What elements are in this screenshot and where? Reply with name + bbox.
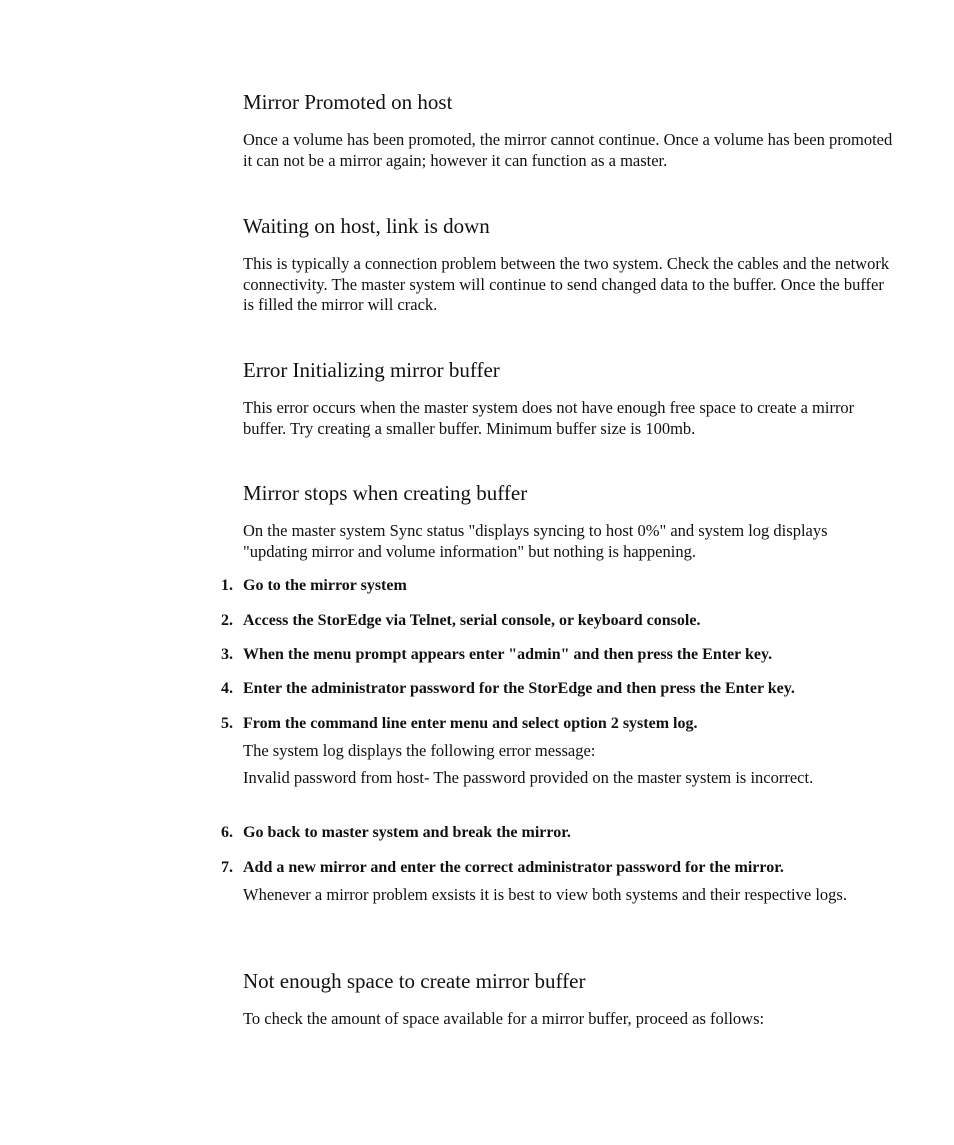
- step-text: Enter the administrator password for the StorEdge and then press the Enter key.: [243, 680, 795, 697]
- step-text: From the command line enter menu and select option 2 system log.: [243, 715, 698, 732]
- list-item: [221, 823, 901, 843]
- list-item: [221, 714, 901, 734]
- step7-note: Whenever a mirror problem exsists it is best to view both systems and their respective logs.: [243, 885, 847, 904]
- section-heading-mirror-stops: Mirror stops when creating buffer: [243, 481, 528, 505]
- list-item: [221, 611, 901, 631]
- step-text: Go to the mirror system: [243, 577, 407, 594]
- list-item: [221, 576, 901, 596]
- step-number: 1.: [221, 577, 233, 594]
- section-heading-not-enough-space: Not enough space to create mirror buffer: [243, 969, 586, 993]
- section-body-error-initializing: This error occurs when the master system does not have enough free space to create a mirror buffer. Try creating a smaller buffer. Minimum buffer size is 100mb.: [243, 398, 855, 438]
- step-number: 5.: [221, 715, 233, 732]
- section-heading-error-initializing: Error Initializing mirror buffer: [243, 358, 500, 382]
- list-item: [221, 679, 901, 699]
- step-number: 2.: [221, 612, 233, 629]
- step-text: Add a new mirror and enter the correct administrator password for the mirror.: [243, 859, 784, 876]
- list-item: [221, 858, 901, 878]
- section-body-link-down: This is typically a connection problem between the two system. Check the cables and the network connectivity. The master system will continue to send changed data to the buffer. Once the buffer is filled the mirror will crack.: [243, 254, 890, 314]
- step-text: Go back to master system and break the mirror.: [243, 824, 571, 841]
- step5-note-log-message: The system log displays the following error message:: [243, 741, 596, 760]
- list-item: [221, 645, 901, 665]
- section-body-mirror-promoted: Once a volume has been promoted, the mirror cannot continue. Once a volume has been promoted it can not be a mirror again; however it can function as a master.: [243, 130, 893, 170]
- step-text: When the menu prompt appears enter "admin" and then press the Enter key.: [243, 646, 773, 663]
- step-text: Access the StorEdge via Telnet, serial console, or keyboard console.: [243, 612, 701, 629]
- step-number: 6.: [221, 824, 233, 841]
- step5-note-invalid-password: Invalid password from host- The password provided on the master system is incorrect.: [243, 768, 814, 787]
- section-body-not-enough-space: To check the amount of space available for a mirror buffer, proceed as follows:: [243, 1009, 765, 1028]
- step-number: 7.: [221, 859, 233, 876]
- step-number: 4.: [221, 680, 233, 697]
- section-body-mirror-stops: On the master system Sync status "displays syncing to host 0%" and system log displays "updating mirror and volume information" but nothing is happening.: [243, 521, 828, 561]
- section-heading-link-down: Waiting on host, link is down: [243, 214, 490, 238]
- section-heading-mirror-promoted: Mirror Promoted on host: [243, 90, 453, 114]
- step-number: 3.: [221, 646, 233, 663]
